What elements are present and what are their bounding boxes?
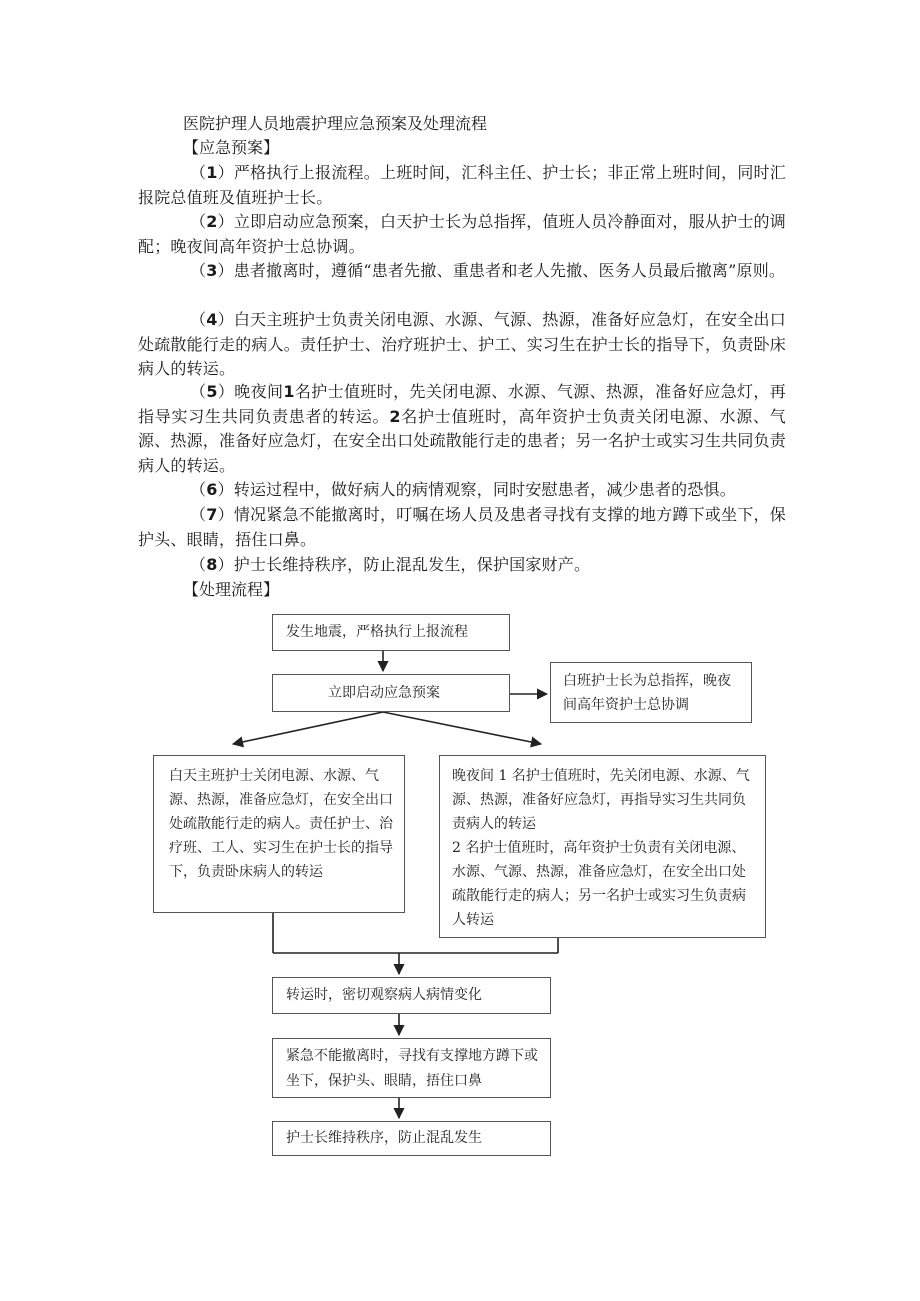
plan-item-5: （5）晚夜间1名护士值班时，先关闭电源、水源、气源、热源，准备好应急灯，再指导实习生共同负责患者的转运。2名护士值班时，高年资护士负责关闭电源、水源、气源、热源，准备好应急灯，在安全出口处疏散能行走的患者；另一名护士或实习生共同负责病人的转运。 xyxy=(138,382,787,475)
flow-heading: 【处理流程】 xyxy=(183,580,280,599)
flow-right-branch-one-nurse: 晚夜间 1 名护士值班时，先关闭电源、水源、气源、热源，准备好应急灯，再指导实习生共同负责病人的转运 xyxy=(452,768,750,832)
flow-left-branch: 白天主班护士关闭电源、水源、气源、热源，准备应急灯，在安全出口处疏散能行走的病人。责任护士、治疗班、工人、实习生在护士长的指导下，负责卧床病人的转运 xyxy=(153,755,405,913)
flow-step-shelter: 紧急不能撤离时，寻找有支撑地方蹲下或坐下，保护头、眼睛，捂住口鼻 xyxy=(272,1038,551,1098)
flow-right-branch xyxy=(439,755,766,938)
plan-item-1: （1）严格执行上报流程。上班时间，汇科主任、护士长；非正常上班时间，同时汇报院总值班及值班护士长。 xyxy=(138,163,786,207)
flow-step-observe: 转运时，密切观察病人病情变化 xyxy=(272,977,551,1014)
plan-item-3: （3）患者撤离时，遵循“患者先撤、重患者和老人先撤、医务人员最后撤离”原则。 xyxy=(190,261,786,280)
plan-item-7: （7）情况紧急不能撤离时，叮嘱在场人员及患者寻找有支撑的地方蹲下或坐下，保护头、眼睛，捂住口鼻。 xyxy=(138,505,786,549)
flow-step-maintain-order: 护士长维持秩序，防止混乱发生 xyxy=(272,1121,551,1156)
plan-item-4: （4）白天主班护士负责关闭电源、水源、气源、热源，准备好应急灯，在安全出口处疏散能行走的病人。责任护士、治疗班护士、护工、实习生在护士长的指导下，负责卧床病人的转运。 xyxy=(138,310,787,378)
arrow-step2-right xyxy=(383,712,541,744)
flow-right-branch-two-nurses: 2 名护士值班时，高年资护士负责有关闭电源、水源、气源、热源，准备应急灯，在安全出口处疏散能行走的病人；另一名护士或实习生负责病人转运 xyxy=(452,840,746,928)
plan-item-2: （2）立即启动应急预案，白天护士长为总指挥，值班人员冷静面对，服从护士的调配；晚夜间高年资护士总协调。 xyxy=(138,212,786,256)
plan-item-8: （8）护士长维持秩序，防止混乱发生，保护国家财产。 xyxy=(190,555,591,574)
plan-item-6: （6）转运过程中，做好病人的病情观察，同时安慰患者，减少患者的恐惧。 xyxy=(190,480,736,499)
flow-step-report: 发生地震，严格执行上报流程 xyxy=(272,614,510,651)
arrow-step2-left xyxy=(233,712,383,744)
document-title: 医院护理人员地震护理应急预案及处理流程 xyxy=(183,114,488,133)
flow-side-note: 白班护士长为总指挥，晚夜间高年资护士总协调 xyxy=(550,662,752,723)
plan-heading: 【应急预案】 xyxy=(183,138,280,157)
flow-step-activate-plan: 立即启动应急预案 xyxy=(272,674,510,712)
